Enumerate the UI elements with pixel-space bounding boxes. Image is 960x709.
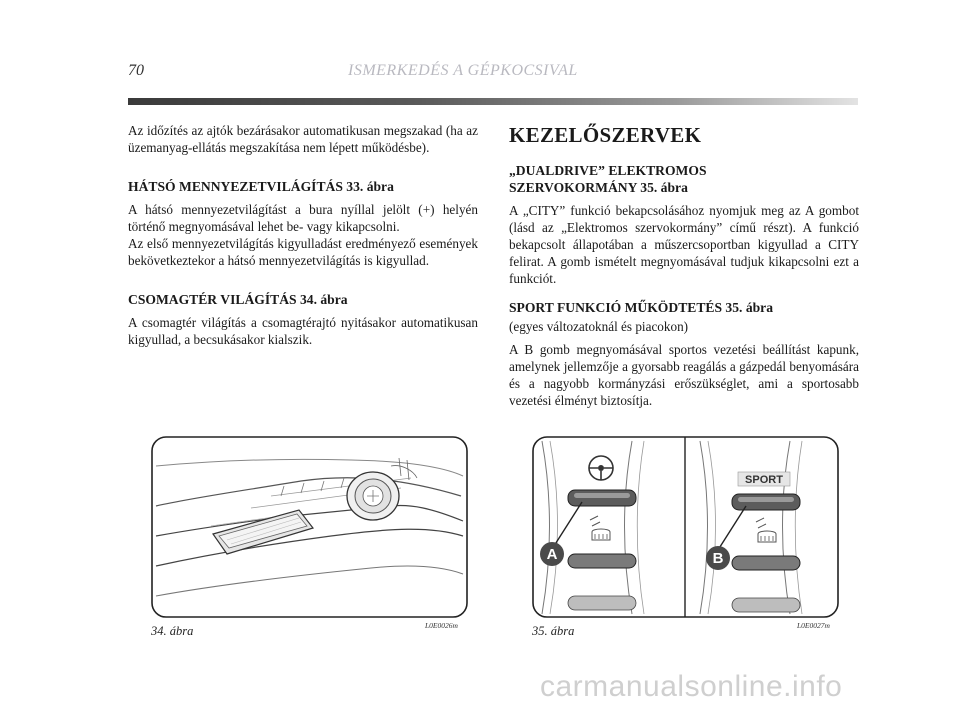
label-a-marker (540, 542, 564, 566)
figure-34-code: L0E0026m (425, 621, 458, 630)
sport-subtitle: (egyes változatoknál és piacokon) (509, 319, 689, 334)
label-b-marker (706, 546, 730, 570)
header-title: ISMERKEDÉS A GÉPKOCSIVAL (348, 62, 578, 79)
dualdrive-heading-line1: „DUALDRIVE” ELEKTROMOS (509, 163, 707, 178)
header-rule (128, 98, 858, 105)
figure-34-caption: 34. ábra (151, 624, 194, 638)
trunk-light-heading: CSOMAGTÉR VILÁGÍTÁS 34. ábra (128, 292, 348, 307)
figure-34-illustration (151, 436, 468, 618)
trunk-light-paragraph: A csomagtér világítás a csomagtérajtó nyitásakor automatikusan kigyullad, a becsukásakor kialszik. (128, 315, 478, 347)
figure-35-illustration (532, 436, 839, 618)
page-number: 70 (128, 62, 144, 79)
figure-35-caption: 35. ábra (532, 624, 575, 638)
left-column (128, 122, 478, 348)
sport-button-b (732, 494, 800, 510)
rear-light-paragraph-2: Az első mennyezetvilágítás kigyulladást eredményező események bekövetkeztekor a hátsó mennyezetvilágítás is kigyullad. (128, 236, 478, 268)
main-heading: KEZELŐSZERVEK (509, 123, 702, 147)
label-a-text: A (546, 546, 558, 563)
sport-label-text: SPORT (745, 474, 783, 486)
rear-light-paragraph-1: A hátsó mennyezetvilágítást a bura nyíllal jelölt (+) helyén történő megnyomásával lehet be- vagy kikapcsolni. (128, 202, 478, 234)
intro-paragraph: Az időzítés az ajtók bezárásakor automatikusan megszakad (ha az üzemanyag-ellátás megszakítása nem lépett működésbe). (128, 123, 478, 155)
sport-paragraph: A B gomb megnyomásával sportos vezetési beállítást kapunk, amelynek jellemzője a gyorsabb reagálás a gázpedál benyomására és a nagyobb kormányzási erőszükséglet, ami a sportosabb vezetési élményt biztosítja. (509, 342, 859, 408)
figure-35-code: L0E0027m (797, 621, 830, 630)
dualdrive-heading (509, 162, 859, 196)
dualdrive-heading-line2: SZERVOKORMÁNY 35. ábra (509, 180, 688, 195)
trunk-lock-cylinder (347, 472, 399, 520)
sport-label-graphic (738, 472, 790, 486)
rear-light-heading: HÁTSÓ MENNYEZETVILÁGÍTÁS 33. ábra (128, 179, 394, 194)
city-button-a (568, 490, 636, 506)
sport-heading: SPORT FUNKCIÓ MŰKÖDTETÉS 35. ábra (509, 300, 774, 315)
right-column (509, 122, 859, 409)
watermark: carmanualsonline.info (540, 670, 843, 703)
label-b-text: B (712, 550, 724, 567)
dualdrive-paragraph: A „CITY” funkció bekapcsolásához nyomjuk meg az A gombot (lásd az „Elektromos szervokormány” című részt). A funkció bekapcsolt állapotában a műszercsoportban kigyullad a CITY felirat. A gomb ismételt megnyomásával tudjuk kikapcsolni ezt a funkciót. (509, 203, 859, 286)
